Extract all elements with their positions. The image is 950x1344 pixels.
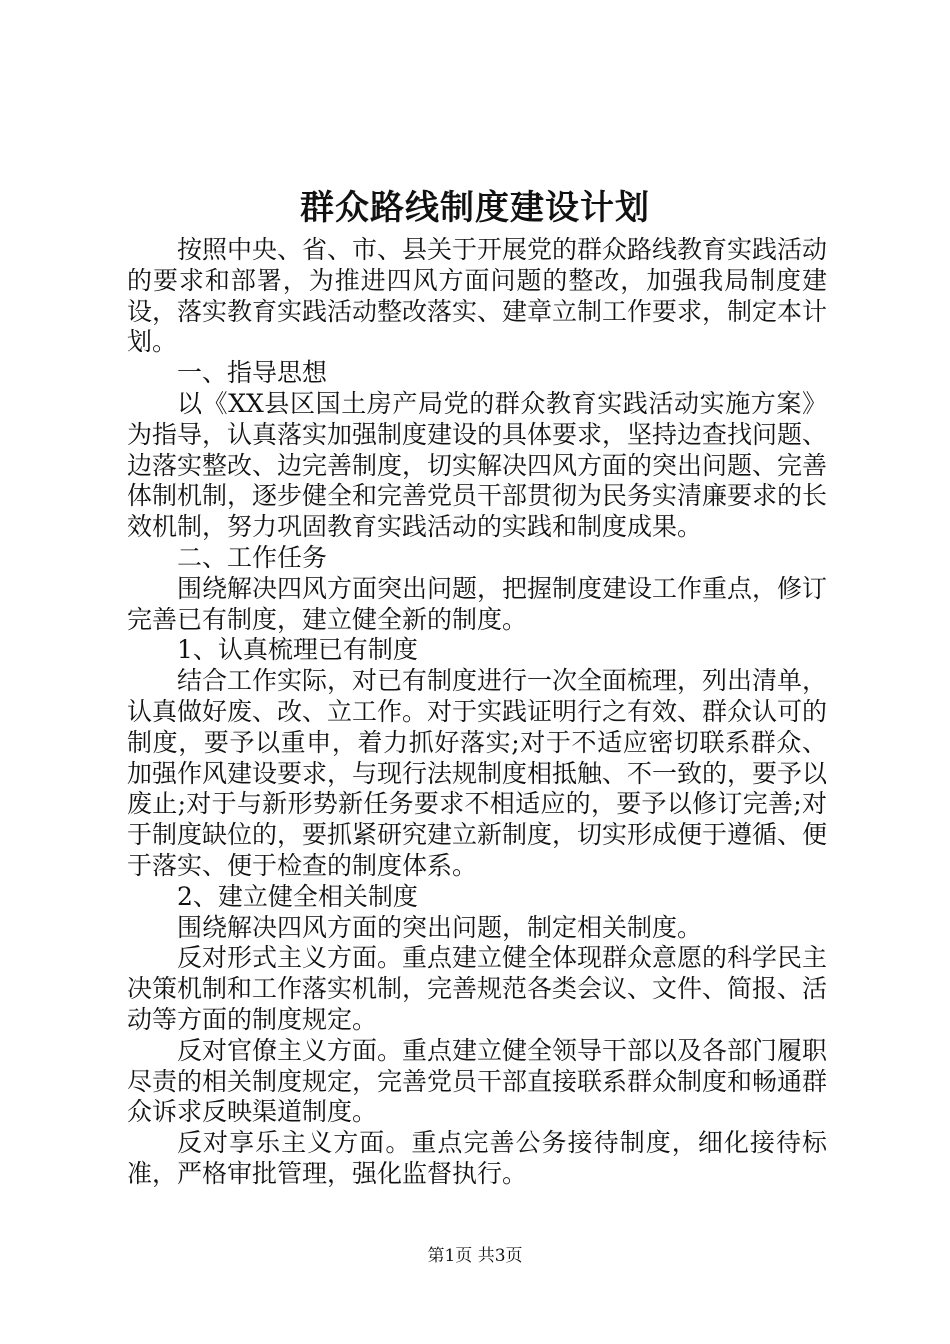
document-title: 群众路线制度建设计划 xyxy=(300,188,650,228)
paragraph-establish-systems: 围绕解决四风方面的突出问题，制定相关制度。 xyxy=(177,912,703,942)
page-footer: 第1页 共3页 xyxy=(427,1246,523,1266)
paragraph-review-existing: 结合工作实际，对已有制度进行一次全面梳理，列出清单，认真做好废、改、立工作。对于实践证明行之有效、群众认可的制度，要予以重申，着力抓好落实;对于不适应密切联系群众、加强作风建设要求，与现行法规制度相抵触、不一致的，要予以废止;对于与新形势新任务要求不相适应的，要予以修订完善;对于制度缺位的，要抓紧研究建立新制度，切实形成便于遵循、便于落实、便于检查的制度体系。 xyxy=(127,666,828,880)
subheading-establish-systems: 2、建立健全相关制度 xyxy=(177,881,418,911)
paragraph-work-tasks: 围绕解决四风方面突出问题，把握制度建设工作重点，修订完善已有制度，建立健全新的制度。 xyxy=(127,573,828,634)
subheading-review-existing: 1、认真梳理已有制度 xyxy=(177,635,418,665)
paragraph-formalism: 反对形式主义方面。重点建立健全体现群众意愿的科学民主决策机制和工作落实机制，完善规范各类会议、文件、简报、活动等方面的制度规定。 xyxy=(127,943,828,1034)
paragraph-bureaucratism: 反对官僚主义方面。重点建立健全领导干部以及各部门履职尽责的相关制度规定，完善党员干部直接联系群众制度和畅通群众诉求反映渠道制度。 xyxy=(127,1035,828,1127)
paragraph-intro: 按照中央、省、市、县关于开展党的群众路线教育实践活动的要求和部署，为推进四风方面问题的整改，加强我局制度建设，落实教育实践活动整改落实、建章立制工作要求，制定本计划。 xyxy=(127,235,828,357)
paragraph-guiding-ideology: 以《XX县区国土房产局党的群众教育实践活动实施方案》为指导，认真落实加强制度建设的具体要求，坚持边查找问题、边落实整改、边完善制度，切实解决四风方面的突出问题、完善体制机制，逐步健全和完善党员干部贯彻为民务实清廉要求的长效机制，努力巩固教育实践活动的实践和制度成果。 xyxy=(127,388,828,542)
heading-work-tasks: 二、工作任务 xyxy=(177,542,328,572)
document-body xyxy=(127,235,827,1190)
heading-guiding-ideology: 一、指导思想 xyxy=(177,358,328,388)
paragraph-hedonism: 反对享乐主义方面。重点完善公务接待制度，细化接待标准，严格审批管理，强化监督执行。 xyxy=(127,1128,827,1188)
